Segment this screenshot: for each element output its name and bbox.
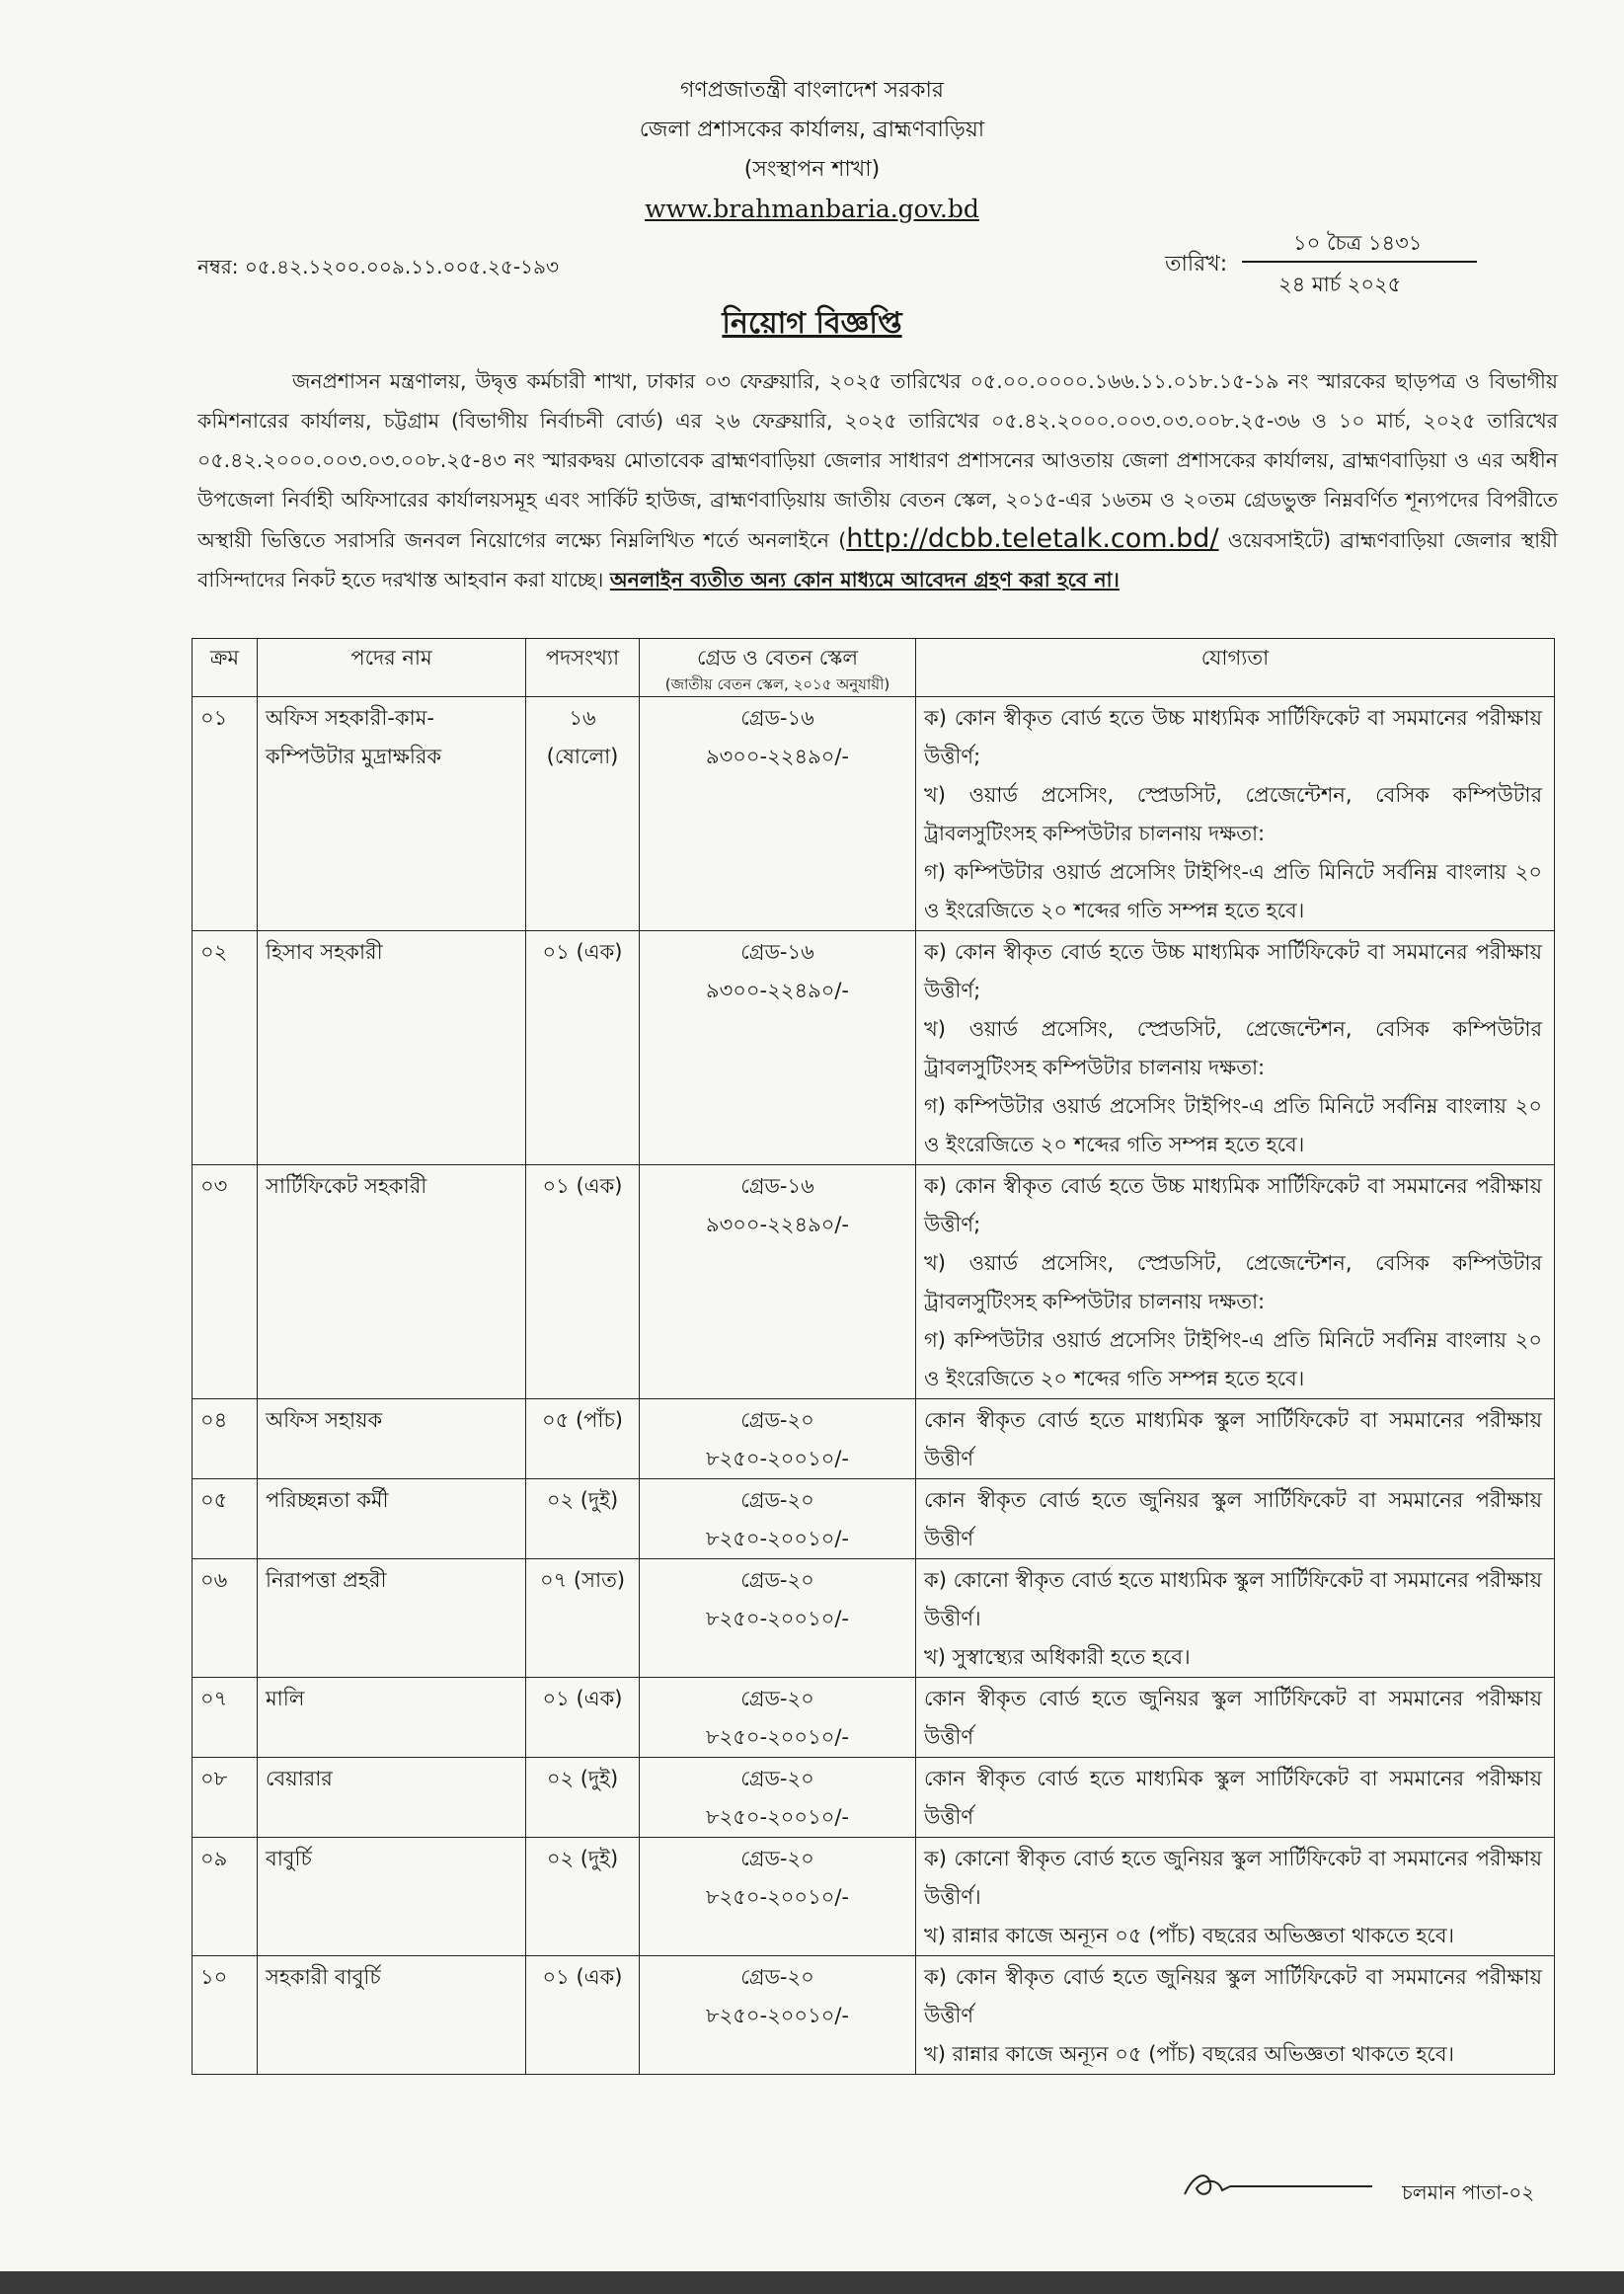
- intro-text: জনপ্রশাসন মন্ত্রণালয়, উদ্বৃত্ত কর্মচারী শাখা, ঢাকার ০৩ ফেব্রুয়ারি, ২০২৫ তারিখের ০৫.০০.০০০০.১৬৬.১১.০১৮.১৫-১৯ নং স্মারকের ছাড়পত্র ও বিভাগীয় কমিশনারের কার্যালয়, চট্টগ্রাম (বিভাগীয় নির্বাচনী বোর্ড) এর ২৬ ফেব্রুয়ারি, ২০২৫ তারিখের ০৫.৪২.২০০০.০০৩.০৩.০০৮.২৫-৩৬ ও ১০ মার্চ, ২০২৫ তারিখের ০৫.৪২.২০০০.০০৩.০৩.০০৮.২৫-৪৩ নং স্মারকদ্বয় মোতাবেক ব্রাহ্মণবাড়িয়া জেলার সাধারণ প্রশাসনের আওতায় জেলা প্রশাসকের কার্যালয়, ব্রাহ্মণবাড়িয়া ও এর অধীন উপজেলা নির্বাহী অফিসারের কার্যালয়সমূহ এবং সার্কিট হাউজ, ব্রাহ্মণবাড়িয়ায় জাতীয় বেতন স্কেল, ২০১৫-এর ১৬তম ও ২০তম গ্রেডভুক্ত নিম্নবর্ণিত শূন্যপদের বিপরীতে অস্থায়ী ভিত্তিতে সরাসরি জনবল নিয়োগের লক্ষ্যে নিম্নলিখিত শর্তে অনলাইনে (: [197, 369, 1558, 552]
- cell-grade: [640, 697, 916, 931]
- cell-grade: [640, 1479, 916, 1559]
- intro-text-after: ওয়েবসাইটে) ব্রাহ্মণবাড়িয়া জেলার স্থায়ী বাসিন্দাদের নিকট হতে দরখাস্ত আহবান করা যাচ্ছে।: [197, 528, 1558, 592]
- scan-edge-shadow: [0, 2271, 1624, 2294]
- cell-serial: ০৩: [193, 1165, 258, 1399]
- cell-post: নিরাপত্তা প্রহরী: [258, 1559, 526, 1678]
- grade-label: গ্রেড-১৬: [740, 706, 814, 730]
- cell-qualification: [916, 1165, 1555, 1399]
- table-row: [193, 1678, 1555, 1758]
- cell-qualification: [916, 1758, 1555, 1838]
- qualification-item: খ) ওয়ার্ড প্রসেসিং, স্প্রেডসিট, প্রেজেন্টেশন, বেসিক কম্পিউটার ট্রাবলসুটিংসহ কম্পিউটার চালনায় দক্ষতা:: [924, 1251, 1542, 1313]
- cell-count: ০১ (এক): [526, 1678, 640, 1758]
- application-link[interactable]: http://dcbb.teletalk.com.bd/: [846, 523, 1219, 554]
- government-name: গণপ্রজাতন্ত্রী বাংলাদেশ সরকার: [679, 78, 945, 103]
- date-label: তারিখ:: [1165, 252, 1228, 277]
- cell-post: মালি: [258, 1678, 526, 1758]
- cell-qualification: [916, 697, 1555, 931]
- date-block: [1165, 223, 1481, 302]
- grade-label: গ্রেড-১৬: [740, 1174, 814, 1198]
- cell-qualification: [916, 931, 1555, 1165]
- pay-scale: ৮২৫০-২০০১০/-: [705, 1885, 850, 1909]
- continued-page-label: চলমান পাতা-০২: [1402, 2180, 1535, 2204]
- cell-count: ০১ (এক): [526, 1165, 640, 1399]
- pay-scale: ৯৩০০-২২৪৯০/-: [705, 979, 850, 1002]
- qualification-item: ক) কোনো স্বীকৃত বোর্ড হতে জুনিয়র স্কুল সার্টিফিকেট বা সমমানের পরীক্ষায় উত্তীর্ণ।: [924, 1847, 1542, 1909]
- cell-serial: ০৬: [193, 1559, 258, 1678]
- cell-grade: [640, 1758, 916, 1838]
- qualification-item: খ) রান্নার কাজে অন্যূন ০৫ (পাঁচ) বছরের অভিজ্ঞতা থাকতে হবে।: [924, 1924, 1455, 1947]
- qualification-item: ক) কোনো স্বীকৃত বোর্ড হতে মাধ্যমিক স্কুল সার্টিফিকেট বা সমমানের পরীক্ষায় উত্তীর্ণ।: [924, 1568, 1542, 1630]
- page-title: [0, 299, 1624, 350]
- signature-mark: [1175, 2165, 1392, 2204]
- cell-post: বাবুর্চি: [258, 1838, 526, 1956]
- cell-serial: ০৭: [193, 1678, 258, 1758]
- pay-scale: ৮২৫০-২০০১০/-: [705, 1527, 850, 1550]
- memo-number: নম্বর: ০৫.৪২.১২০০.০০৯.১১.০০৫.২৫-১৯৩: [197, 255, 560, 278]
- qualification-item: ক) কোন স্বীকৃত বোর্ড হতে উচ্চ মাধ্যমিক সার্টিফিকেট বা সমমানের পরীক্ষায় উত্তীর্ণ;: [924, 706, 1542, 768]
- qualification-item: খ) সুস্বাস্থ্যের অধিকারী হতে হবে।: [924, 1645, 1191, 1669]
- qualification-item: গ) কম্পিউটার ওয়ার্ড প্রসেসিং টাইপিং-এ প্রতি মিনিটে সর্বনিম্ন বাংলায় ২০ ও ইংরেজিতে ২০ শব্দের গতি সম্পন্ন হতে হবে।: [924, 1328, 1542, 1390]
- cell-post: অফিস সহায়ক: [258, 1399, 526, 1479]
- header-count: পদসংখ্যা: [526, 639, 640, 697]
- qualification-item: কোন স্বীকৃত বোর্ড হতে মাধ্যমিক স্কুল সার্টিফিকেট বা সমমানের পরীক্ষায় উত্তীর্ণ: [924, 1767, 1542, 1829]
- intro-paragraph: [197, 361, 1558, 599]
- cell-serial: ০৪: [193, 1399, 258, 1479]
- table-row: [193, 1479, 1555, 1559]
- website-link[interactable]: www.brahmanbaria.gov.bd: [645, 195, 979, 223]
- header-grade: [640, 639, 916, 697]
- header-grade-subtitle: (জাতীয় বেতন স্কেল, ২০১৫ অনুযায়ী): [664, 675, 890, 693]
- cell-grade: [640, 1956, 916, 2075]
- cell-serial: ০৮: [193, 1758, 258, 1838]
- header-serial: ক্রম: [193, 639, 258, 697]
- page-footer: [1175, 2165, 1535, 2204]
- table-row: [193, 1956, 1555, 2075]
- header-post: পদের নাম: [258, 639, 526, 697]
- cell-serial: ০১: [193, 697, 258, 931]
- cell-post: হিসাব সহকারী: [258, 931, 526, 1165]
- grade-label: গ্রেড-২০: [740, 1965, 814, 1989]
- date-divider: [1242, 261, 1477, 263]
- qualification-item: কোন স্বীকৃত বোর্ড হতে মাধ্যমিক স্কুল সার্টিফিকেট বা সমমানের পরীক্ষায় উত্তীর্ণ: [924, 1408, 1542, 1470]
- pay-scale: ৮২৫০-২০০১০/-: [705, 1607, 850, 1630]
- qualification-item: খ) ওয়ার্ড প্রসেসিং, স্প্রেডসিট, প্রেজেন্টেশন, বেসিক কম্পিউটার ট্রাবলসুটিংসহ কম্পিউটার চালনায় দক্ষতা:: [924, 1017, 1542, 1079]
- qualification-item: গ) কম্পিউটার ওয়ার্ড প্রসেসিং টাইপিং-এ প্রতি মিনিটে সর্বনিম্ন বাংলায় ২০ ও ইংরেজিতে ২০ শব্দের গতি সম্পন্ন হতে হবে।: [924, 860, 1542, 922]
- cell-serial: ০৫: [193, 1479, 258, 1559]
- cell-qualification: [916, 1399, 1555, 1479]
- pay-scale: ৮২৫০-২০০১০/-: [705, 1725, 850, 1749]
- cell-post: অফিস সহকারী-কাম-কম্পিউটার মুদ্রাক্ষরিক: [258, 697, 526, 931]
- table-row: [193, 1399, 1555, 1479]
- qualification-item: কোন স্বীকৃত বোর্ড হতে জুনিয়র স্কুল সার্টিফিকেট বা সমমানের পরীক্ষায় উত্তীর্ণ: [924, 1687, 1542, 1749]
- pay-scale: ৯৩০০-২২৪৯০/-: [705, 1213, 850, 1236]
- grade-label: গ্রেড-১৬: [740, 940, 814, 964]
- grade-label: গ্রেড-২০: [740, 1488, 814, 1512]
- cell-serial: ১০: [193, 1956, 258, 2075]
- vacancy-table: [192, 638, 1555, 2075]
- qualification-item: খ) ওয়ার্ড প্রসেসিং, স্প্রেডসিট, প্রেজেন্টেশন, বেসিক কম্পিউটার ট্রাবলসুটিংসহ কম্পিউটার চালনায় দক্ষতা:: [924, 783, 1542, 845]
- letterhead: [0, 71, 1624, 229]
- table-row: [193, 1559, 1555, 1678]
- cell-qualification: [916, 1479, 1555, 1559]
- online-only-notice: অনলাইন ব্যতীত অন্য কোন মাধ্যমে আবেদন গ্রহণ করা হবে না।: [609, 568, 1120, 592]
- header-qualification: যোগ্যতা: [916, 639, 1555, 697]
- qualification-item: কোন স্বীকৃত বোর্ড হতে জুনিয়র স্কুল সার্টিফিকেট বা সমমানের পরীক্ষায় উত্তীর্ণ: [924, 1488, 1542, 1550]
- qualification-item: খ) রান্নার কাজে অন্যূন ০৫ (পাঁচ) বছরের অভিজ্ঞতা থাকতে হবে।: [924, 2042, 1455, 2066]
- pay-scale: ৯৩০০-২২৪৯০/-: [705, 745, 850, 768]
- cell-count: ০৭ (সাত): [526, 1559, 640, 1678]
- cell-post: সহকারী বাবুর্চি: [258, 1956, 526, 2075]
- cell-post: পরিচ্ছন্নতা কর্মী: [258, 1479, 526, 1559]
- cell-qualification: [916, 1559, 1555, 1678]
- grade-label: গ্রেড-২০: [740, 1408, 814, 1432]
- cell-count: ০২ (দুই): [526, 1479, 640, 1559]
- table-row: [193, 697, 1555, 931]
- table-header-row: [193, 639, 1555, 697]
- table-row: [193, 1165, 1555, 1399]
- grade-label: গ্রেড-২০: [740, 1767, 814, 1790]
- pay-scale: ৮২৫০-২০০১০/-: [705, 1447, 850, 1470]
- cell-count: ০১ (এক): [526, 931, 640, 1165]
- date-bangla: ১০ চৈত্র ১৪৩১: [1293, 231, 1423, 255]
- cell-qualification: [916, 1678, 1555, 1758]
- branch-name: (সংস্থাপন শাখা): [743, 157, 881, 182]
- office-name: জেলা প্রশাসকের কার্যালয়, ব্রাহ্মণবাড়িয়া: [639, 118, 985, 142]
- date-english: ২৪ মার্চ ২০২৫: [1278, 273, 1402, 296]
- cell-grade: [640, 931, 916, 1165]
- pay-scale: ৮২৫০-২০০১০/-: [705, 2004, 850, 2027]
- header-grade-title: গ্রেড ও বেতন স্কেল: [697, 646, 858, 670]
- cell-qualification: [916, 1838, 1555, 1956]
- cell-count: ০২ (দুই): [526, 1758, 640, 1838]
- qualification-item: ক) কোন স্বীকৃত বোর্ড হতে জুনিয়র স্কুল সার্টিফিকেট বা সমমানের পরীক্ষায় উত্তীর্ণ: [924, 1965, 1542, 2027]
- cell-grade: [640, 1399, 916, 1479]
- pay-scale: ৮২৫০-২০০১০/-: [705, 1805, 850, 1829]
- qualification-item: ক) কোন স্বীকৃত বোর্ড হতে উচ্চ মাধ্যমিক সার্টিফিকেট বা সমমানের পরীক্ষায় উত্তীর্ণ;: [924, 1174, 1542, 1236]
- cell-count: ১৬ (ষোলো): [526, 697, 640, 931]
- cell-count: ০৫ (পাঁচ): [526, 1399, 640, 1479]
- cell-grade: [640, 1165, 916, 1399]
- cell-count: ০১ (এক): [526, 1956, 640, 2075]
- title-text: নিয়োগ বিজ্ঞপ্তি: [722, 306, 902, 341]
- grade-label: গ্রেড-২০: [740, 1568, 814, 1592]
- cell-count: ০২ (দুই): [526, 1838, 640, 1956]
- cell-serial: ০২: [193, 931, 258, 1165]
- cell-grade: [640, 1678, 916, 1758]
- cell-grade: [640, 1559, 916, 1678]
- table-row: [193, 1758, 1555, 1838]
- cell-post: বেয়ারার: [258, 1758, 526, 1838]
- qualification-item: ক) কোন স্বীকৃত বোর্ড হতে উচ্চ মাধ্যমিক সার্টিফিকেট বা সমমানের পরীক্ষায় উত্তীর্ণ;: [924, 940, 1542, 1002]
- cell-qualification: [916, 1956, 1555, 2075]
- cell-serial: ০৯: [193, 1838, 258, 1956]
- cell-post: সার্টিফিকেট সহকারী: [258, 1165, 526, 1399]
- table-row: [193, 1838, 1555, 1956]
- grade-label: গ্রেড-২০: [740, 1847, 814, 1870]
- cell-grade: [640, 1838, 916, 1956]
- qualification-item: গ) কম্পিউটার ওয়ার্ড প্রসেসিং টাইপিং-এ প্রতি মিনিটে সর্বনিম্ন বাংলায় ২০ ও ইংরেজিতে ২০ শব্দের গতি সম্পন্ন হতে হবে।: [924, 1094, 1542, 1156]
- grade-label: গ্রেড-২০: [740, 1687, 814, 1710]
- table-row: [193, 931, 1555, 1165]
